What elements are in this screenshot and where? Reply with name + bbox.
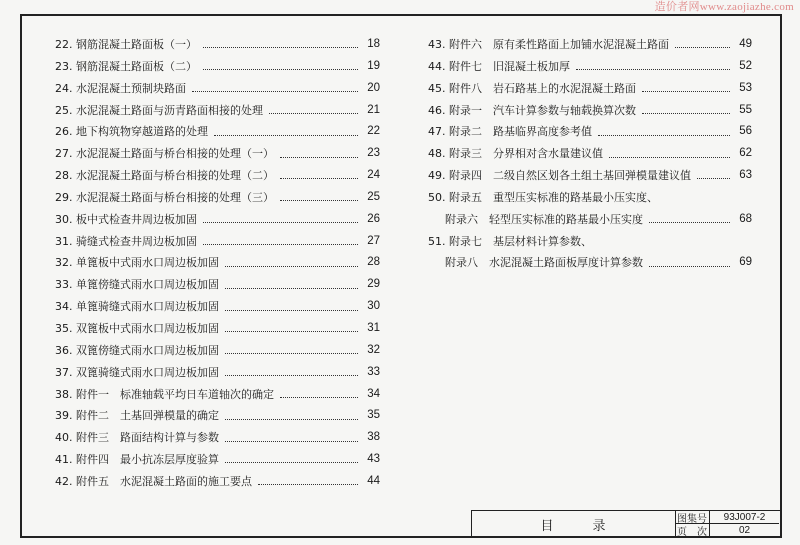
toc-entry-title: 31. 骑缝式检查井周边板加固 xyxy=(55,234,197,248)
toc-entry-title: 44. 附件七 旧混凝土板加厚 xyxy=(428,59,570,73)
title-block-title xyxy=(472,511,676,537)
dot-leader xyxy=(258,484,358,485)
toc-entry-title: 36. 双篦傍缝式雨水口周边板加固 xyxy=(55,343,219,357)
toc-entry-page: 43 xyxy=(367,453,380,466)
toc-entry-page: 34 xyxy=(367,387,380,400)
toc-entry[interactable] xyxy=(55,56,380,78)
dot-leader xyxy=(598,135,730,136)
toc-entry-title: 38. 附件一 标准轴载平均日车道轴次的确定 xyxy=(55,387,274,401)
watermark-text: 造价者网www.zaojiazhe.com xyxy=(654,1,794,13)
toc-entry-page: 21 xyxy=(367,103,380,116)
toc-entry[interactable] xyxy=(55,100,380,122)
toc-entry-title: 46. 附录一 汽车计算参数与轴载换算次数 xyxy=(428,103,636,117)
toc-entry[interactable] xyxy=(55,165,380,187)
toc-entry[interactable] xyxy=(55,384,380,406)
toc-entry-title: 49. 附录四 二级自然区划各土组土基回弹模量建议值 xyxy=(428,169,691,183)
dot-leader xyxy=(203,69,358,70)
toc-right-column xyxy=(428,34,752,274)
dot-leader xyxy=(225,462,358,463)
toc-entry-title: 39. 附件二 土基回弹模量的确定 xyxy=(55,409,219,423)
toc-entry[interactable] xyxy=(428,78,752,100)
toc-entry-page: 20 xyxy=(367,81,380,94)
dot-leader xyxy=(192,91,358,92)
toc-entry-title: 32. 单篦板中式雨水口周边板加固 xyxy=(55,256,219,270)
toc-entry[interactable] xyxy=(428,34,752,56)
toc-entry-title: 47. 附录二 路基临界高度参考值 xyxy=(428,125,592,139)
toc-entry-page: 63 xyxy=(739,169,752,182)
dot-leader xyxy=(649,222,730,223)
toc-entry-page: 38 xyxy=(367,431,380,444)
toc-entry-page: 33 xyxy=(367,365,380,378)
dot-leader xyxy=(576,69,730,70)
toc-entry-page: 30 xyxy=(367,300,380,313)
toc-entry-page: 52 xyxy=(739,59,752,72)
dot-leader xyxy=(225,266,358,267)
toc-entry-title: 22. 钢筋混凝土路面板（一） xyxy=(55,38,197,51)
toc-entry-page: 53 xyxy=(739,81,752,94)
dot-leader xyxy=(697,178,730,179)
toc-entry-title: 附录六 轻型压实标准的路基最小压实度 xyxy=(445,212,643,226)
toc-entry[interactable] xyxy=(55,274,380,296)
toc-entry[interactable] xyxy=(428,209,752,231)
title-block-grid xyxy=(675,511,779,537)
toc-entry[interactable] xyxy=(55,231,380,253)
dot-leader xyxy=(225,288,358,289)
toc-entry[interactable] xyxy=(55,209,380,231)
dot-leader xyxy=(280,397,358,398)
title-char-right: 录 xyxy=(592,518,607,534)
toc-entry[interactable] xyxy=(55,143,380,165)
page-number-value: 02 xyxy=(738,525,751,536)
dot-leader xyxy=(225,375,358,376)
toc-entry-page: 32 xyxy=(367,343,380,356)
dot-leader xyxy=(225,310,358,311)
toc-entry[interactable] xyxy=(428,187,752,209)
toc-entry-page: 19 xyxy=(367,59,380,72)
toc-left-column xyxy=(55,34,380,493)
toc-entry-page: 55 xyxy=(739,103,752,116)
toc-entry-title: 30. 板中式检查井周边板加固 xyxy=(55,212,197,226)
toc-entry-title: 50. 附录五 重型压实标准的路基最小压实度、 xyxy=(428,190,658,204)
dot-leader xyxy=(203,222,358,223)
toc-entry-title: 34. 单篦骑缝式雨水口周边板加固 xyxy=(55,300,219,314)
toc-entry-page: 27 xyxy=(367,234,380,247)
toc-entry-page: 28 xyxy=(367,256,380,269)
dot-leader xyxy=(225,441,358,442)
toc-entry-title: 26. 地下构筑物穿越道路的处理 xyxy=(55,125,208,139)
dot-leader xyxy=(203,47,358,48)
toc-entry-title: 37. 双篦骑缝式雨水口周边板加固 xyxy=(55,365,219,379)
toc-entry-page: 18 xyxy=(367,38,380,50)
dot-leader xyxy=(225,331,358,332)
toc-entry[interactable] xyxy=(55,405,380,427)
toc-entry-title: 33. 单篦傍缝式雨水口周边板加固 xyxy=(55,278,219,292)
toc-entry-title: 48. 附录三 分界相对含水量建议值 xyxy=(428,147,603,161)
toc-entry-title: 27. 水泥混凝土路面与桥台相接的处理（一） xyxy=(55,147,274,161)
toc-entry-page: 62 xyxy=(739,147,752,160)
dot-leader xyxy=(225,419,358,420)
dot-leader xyxy=(609,157,730,158)
toc-entry-title: 40. 附件三 路面结构计算与参数 xyxy=(55,431,219,445)
dot-leader xyxy=(642,113,730,114)
toc-entry-page: 24 xyxy=(367,169,380,182)
toc-entry-page: 23 xyxy=(367,147,380,160)
title-char-left: 目 xyxy=(540,518,555,534)
toc-entry[interactable] xyxy=(55,187,380,209)
toc-entry-title: 29. 水泥混凝土路面与桥台相接的处理（三） xyxy=(55,190,274,204)
dot-leader xyxy=(280,200,358,201)
dot-leader xyxy=(649,266,730,267)
toc-entry-title: 41. 附件四 最小抗冻层厚度验算 xyxy=(55,453,219,467)
toc-entry-page: 31 xyxy=(367,321,380,334)
toc-entry-title: 23. 钢筋混凝土路面板（二） xyxy=(55,59,197,73)
toc-entry-title: 25. 水泥混凝土路面与沥青路面相接的处理 xyxy=(55,103,263,117)
toc-entry-page: 29 xyxy=(367,278,380,291)
dot-leader xyxy=(642,91,730,92)
dot-leader xyxy=(214,135,358,136)
dot-leader xyxy=(269,113,358,114)
toc-entry[interactable] xyxy=(55,340,380,362)
dot-leader xyxy=(675,47,730,48)
toc-entry[interactable] xyxy=(428,56,752,78)
dot-leader xyxy=(280,178,358,179)
toc-entry[interactable] xyxy=(55,362,380,384)
dot-leader xyxy=(225,353,358,354)
atlas-number-value: 93J007-2 xyxy=(723,511,766,523)
toc-entry-title: 51. 附录七 基层材料计算参数、 xyxy=(428,234,592,248)
toc-entry[interactable] xyxy=(55,252,380,274)
toc-entry-title: 28. 水泥混凝土路面与桥台相接的处理（二） xyxy=(55,169,274,183)
toc-entry[interactable] xyxy=(428,100,752,122)
toc-entry-title: 24. 水泥混凝土预制块路面 xyxy=(55,81,186,95)
title-block xyxy=(471,510,780,537)
dot-leader xyxy=(203,244,358,245)
toc-entry[interactable] xyxy=(55,34,380,56)
page-number-row xyxy=(675,524,779,537)
toc-entry-page: 44 xyxy=(367,474,380,487)
page-number-label: 页 次 xyxy=(675,524,710,537)
toc-entry[interactable] xyxy=(428,121,752,143)
toc-entry-page: 22 xyxy=(367,125,380,138)
toc-entry[interactable] xyxy=(428,252,752,274)
toc-entry[interactable] xyxy=(55,296,380,318)
toc-entry-page: 26 xyxy=(367,212,380,225)
toc-entry-title: 附录八 水泥混凝土路面板厚度计算参数 xyxy=(445,256,643,270)
toc-entry-page: 25 xyxy=(367,190,380,203)
toc-entry[interactable] xyxy=(55,427,380,449)
toc-entry-title: 42. 附件五 水泥混凝土路面的施工要点 xyxy=(55,474,252,488)
toc-entry[interactable] xyxy=(55,471,380,493)
toc-entry-page: 56 xyxy=(739,125,752,138)
toc-entry-title: 43. 附件六 原有柔性路面上加铺水泥混凝土路面 xyxy=(428,38,669,51)
toc-entry[interactable] xyxy=(55,318,380,340)
toc-entry[interactable] xyxy=(428,231,752,253)
atlas-number-label: 图集号 xyxy=(675,511,710,523)
toc-entry-title: 35. 双篦板中式雨水口周边板加固 xyxy=(55,321,219,335)
toc-entry[interactable] xyxy=(55,449,380,471)
toc-entry-page: 35 xyxy=(367,409,380,422)
toc-entry[interactable] xyxy=(55,78,380,100)
toc-entry-title: 45. 附件八 岩石路基上的水泥混凝土路面 xyxy=(428,81,636,95)
toc-entry[interactable] xyxy=(428,165,752,187)
toc-entry[interactable] xyxy=(428,143,752,165)
toc-entry[interactable] xyxy=(55,121,380,143)
toc-entry-page: 68 xyxy=(739,212,752,225)
toc-entry-page: 49 xyxy=(739,38,752,50)
toc-entry-page: 69 xyxy=(739,256,752,269)
dot-leader xyxy=(280,157,358,158)
